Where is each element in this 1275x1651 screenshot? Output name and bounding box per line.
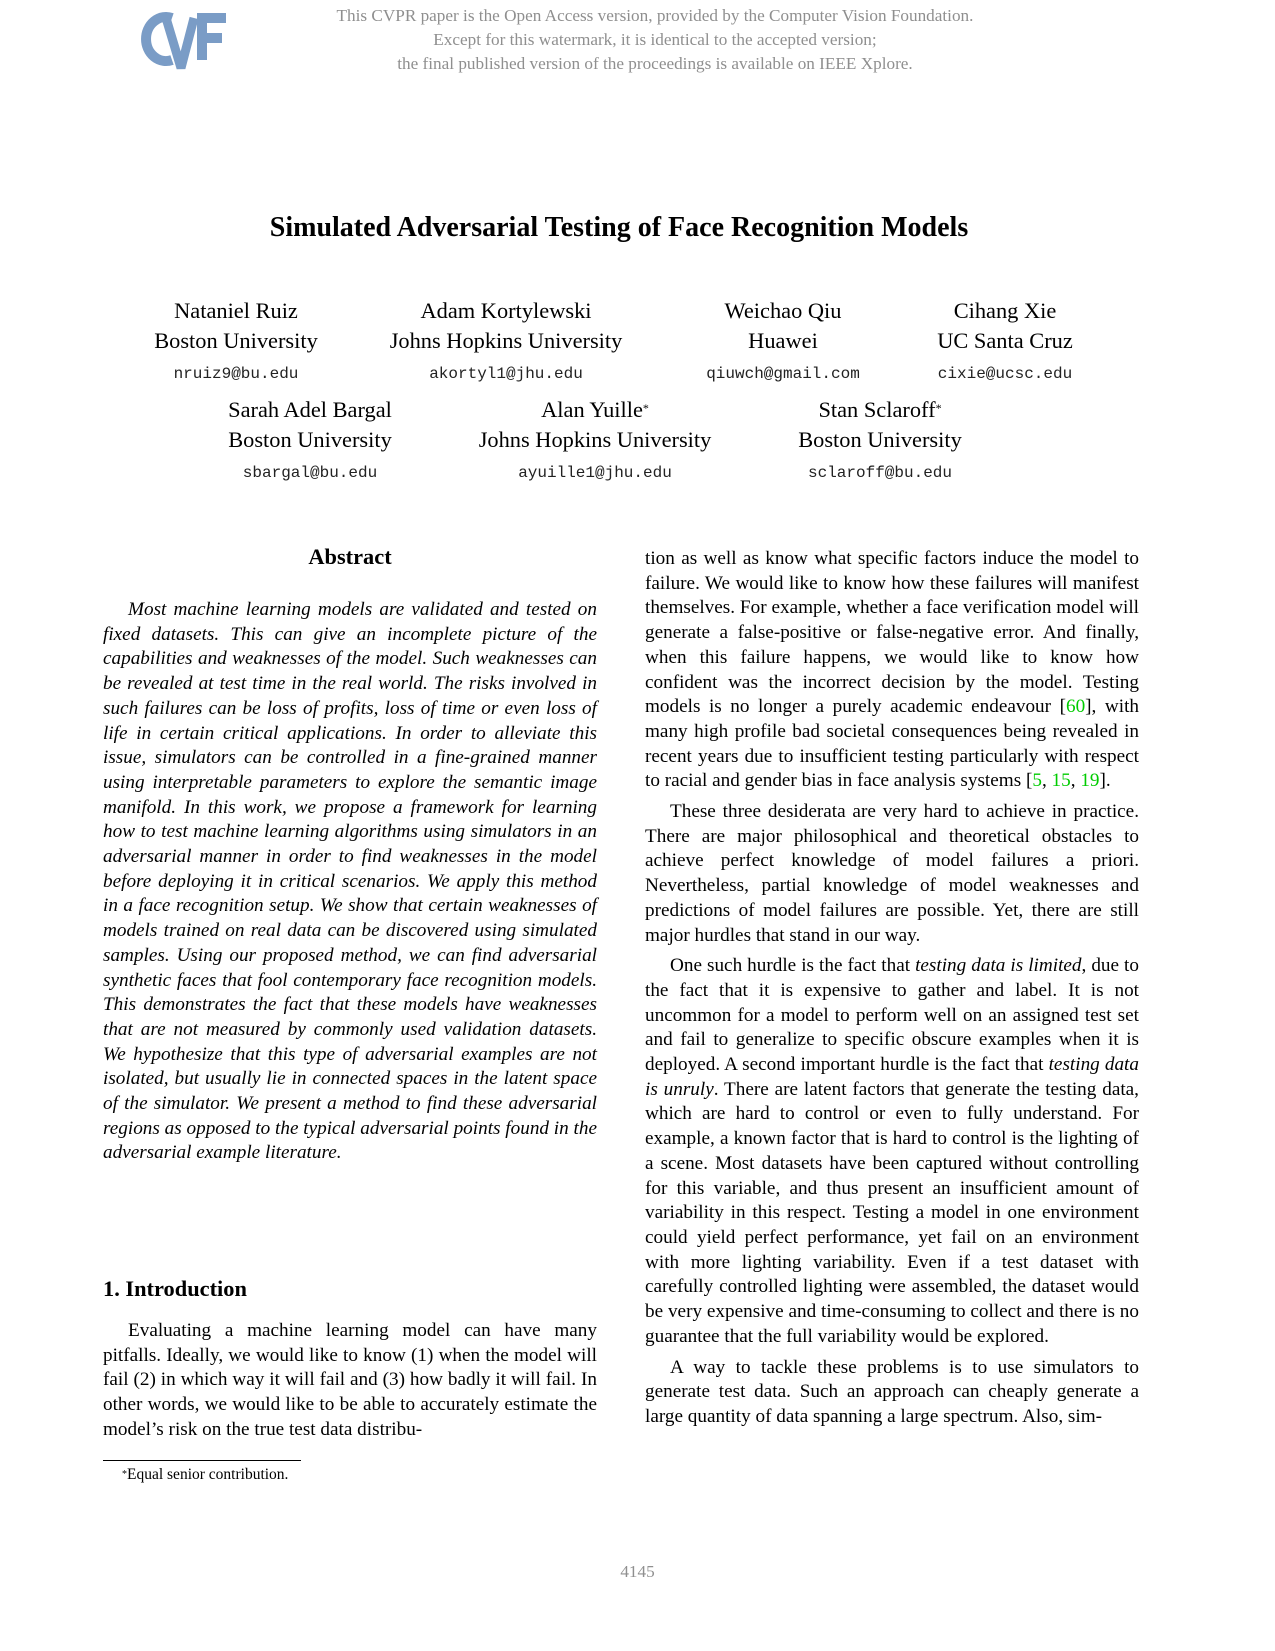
text-run: ], with many high profile bad societal consequences being revealed in recent years due to insufficient testing particularly with respect to racial and gender bias in face analysis systems [ — [645, 696, 1139, 792]
abstract-body — [103, 598, 597, 1166]
author-name: Sarah Adel Bargal — [228, 397, 392, 422]
author-email: cixie@ucsc.edu — [937, 365, 1073, 383]
footnote-mark: * — [122, 1469, 127, 1480]
paper-title: Simulated Adversarial Testing of Face Recognition Models — [269, 212, 969, 243]
equal-contribution-mark: * — [935, 401, 942, 415]
author-name-with-mark — [479, 395, 712, 425]
footnote — [122, 1465, 288, 1485]
author-affiliation: Boston University — [228, 427, 392, 452]
author-name: Adam Kortylewski — [420, 298, 592, 323]
author-affiliation: UC Santa Cruz — [937, 328, 1073, 353]
intro-paragraph-4: A way to tackle these problems is to use simulators to generate test data. Such an approach can cheaply generate a large quantity of data spanning a large spectrum. Also, sim- — [645, 1356, 1139, 1427]
intro-paragraph-3 — [645, 954, 1139, 1349]
author-name: Alan Yuille — [541, 397, 643, 422]
text-run: . There are latent factors that generate the testing data, which are hard to control or even to fully understand. For example, a known factor that is hard to control is the lighting of a scene. Most datasets have been captured without controlling for this variable, and thus present an insufficient amount of variability in this respect. Testing a model in one environment could yield perfect performance, yet fail on an environment with more lighting variability. Even if a test dataset with carefully controlled lighting were assembled, the dataset would be very expensive and time-consuming to collect and there is no guarantee that the full variability would be explored. — [645, 1078, 1139, 1347]
author-email: qiuwch@gmail.com — [706, 365, 860, 383]
text-run: One such hurdle is the fact that — [670, 955, 916, 977]
footnote-rule — [103, 1460, 301, 1461]
citation-link[interactable]: 60 — [1065, 696, 1086, 718]
watermark-line-2: Except for this watermark, it is identical to the accepted version; — [433, 30, 877, 49]
author-affiliation: Boston University — [154, 328, 318, 353]
text-run: ]. — [1099, 770, 1111, 792]
citation-link[interactable]: 5 — [1032, 770, 1042, 792]
section-heading-introduction: 1. Introduction — [103, 1276, 247, 1301]
intro-paragraph-1: Evaluating a machine learning model can have many pitfalls. Ideally, we would like to know (1) when the model will fail (2) in which way it will fail and (3) how badly it will fail. In other words, we would like to be able to accurately estimate the model’s risk on the true test data distribu- — [103, 1320, 597, 1440]
text-run: , due to the fact that it is expensive to gather and label. It is not uncommon for a model to perform well on an assigned test set and fail to generalize to specific obscure examples when it is deployed. A second important hurdle is the fact that — [645, 955, 1139, 1076]
emphasis: testing data is limited — [915, 955, 1082, 977]
open-access-watermark — [250, 4, 1060, 76]
watermark-line-3: the final published version of the proceedings is available on IEEE Xplore. — [397, 54, 913, 73]
author-name: Cihang Xie — [953, 298, 1057, 323]
author-block — [228, 395, 392, 483]
citation-link[interactable]: 15 — [1051, 770, 1071, 792]
page-number: 4145 — [620, 1562, 655, 1581]
author-block — [706, 296, 860, 384]
author-name-with-mark — [798, 395, 962, 425]
cvf-logo — [136, 8, 232, 74]
cvf-logo-mark — [136, 8, 232, 74]
abstract-text: Most machine learning models are validated and tested on fixed datasets. This can give an incomplete picture of the capabilities and weaknesses of the model. Such weaknesses can be revealed at test time in the real world. The risks involved in such failures can be loss of profits, loss of time or even loss of life in certain critical applications. In order to alleviate this issue, simulators can be controlled in a fine-grained manner using interpretable parameters to explore the semantic image manifold. In this work, we propose a framework for learning how to test machine learning algorithms using simulators in an adversarial manner in order to find weaknesses in the model before deploying it in critical scenarios. We apply this method in a face recognition setup. We show that certain weaknesses of models trained on real data can be discovered using simulated samples. Using our proposed method, we can find adversarial synthetic faces that fool contemporary face recognition models. This demonstrates the fact that these models have weaknesses that are not measured by commonly used validation datasets. We hypothesize that this type of adversarial examples are not isolated, but usually lie in connected spaces in the latent space of the simulator. We present a method to find these adversarial regions as opposed to the typical adversarial points found in the adversarial example literature. — [103, 599, 597, 1164]
author-name: Nataniel Ruiz — [174, 298, 298, 323]
author-email: nruiz9@bu.edu — [173, 365, 299, 383]
introduction-right-body — [645, 547, 1139, 1430]
equal-contribution-mark: * — [642, 401, 649, 415]
footnote-text: Equal senior contribution. — [127, 1466, 289, 1483]
author-block — [937, 296, 1073, 384]
citation-link[interactable]: 19 — [1080, 770, 1100, 792]
text-run: , — [1041, 770, 1052, 792]
author-block — [479, 395, 712, 483]
author-affiliation: Johns Hopkins University — [478, 427, 712, 452]
author-email: ayuille1@jhu.edu — [518, 464, 672, 482]
emphasis: testing data is unruly — [645, 1054, 1139, 1100]
text-run: , — [1070, 770, 1081, 792]
author-name: Weichao Qiu — [724, 298, 842, 323]
author-name: Stan Sclaroff — [818, 397, 936, 422]
author-block — [154, 296, 318, 384]
author-affiliation: Johns Hopkins University — [389, 328, 623, 353]
intro-paragraph-1-continued — [645, 547, 1139, 794]
text-run: tion as well as know what specific factors induce the model to failure. We would like to know how these failures will manifest themselves. For example, whether a face verification model will generate a false-positive or false-negative error. And finally, when this failure happens, we would like to know how confident was the incorrect decision by the model. Testing models is no longer a purely academic endeavour [ — [645, 548, 1139, 718]
introduction-left-body — [103, 1319, 597, 1443]
intro-paragraph-2: These three desiderata are very hard to achieve in practice. There are major philosophical and theoretical obstacles to achieve perfect knowledge of model failures a priori. Nevertheless, partial knowledge of model weaknesses and predictions of model failures are possible. Yet, there are still major hurdles that stand in our way. — [645, 801, 1139, 946]
author-email: sclaroff@bu.edu — [807, 464, 953, 482]
author-affiliation: Boston University — [798, 427, 962, 452]
author-email: sbargal@bu.edu — [242, 464, 378, 482]
watermark-line-1: This CVPR paper is the Open Access version, provided by the Computer Vision Foundation. — [336, 6, 974, 25]
author-block — [798, 395, 962, 483]
author-block — [390, 296, 623, 384]
author-email: akortyl1@jhu.edu — [429, 365, 583, 383]
abstract-heading: Abstract — [308, 544, 392, 569]
author-affiliation: Huawei — [748, 328, 818, 353]
